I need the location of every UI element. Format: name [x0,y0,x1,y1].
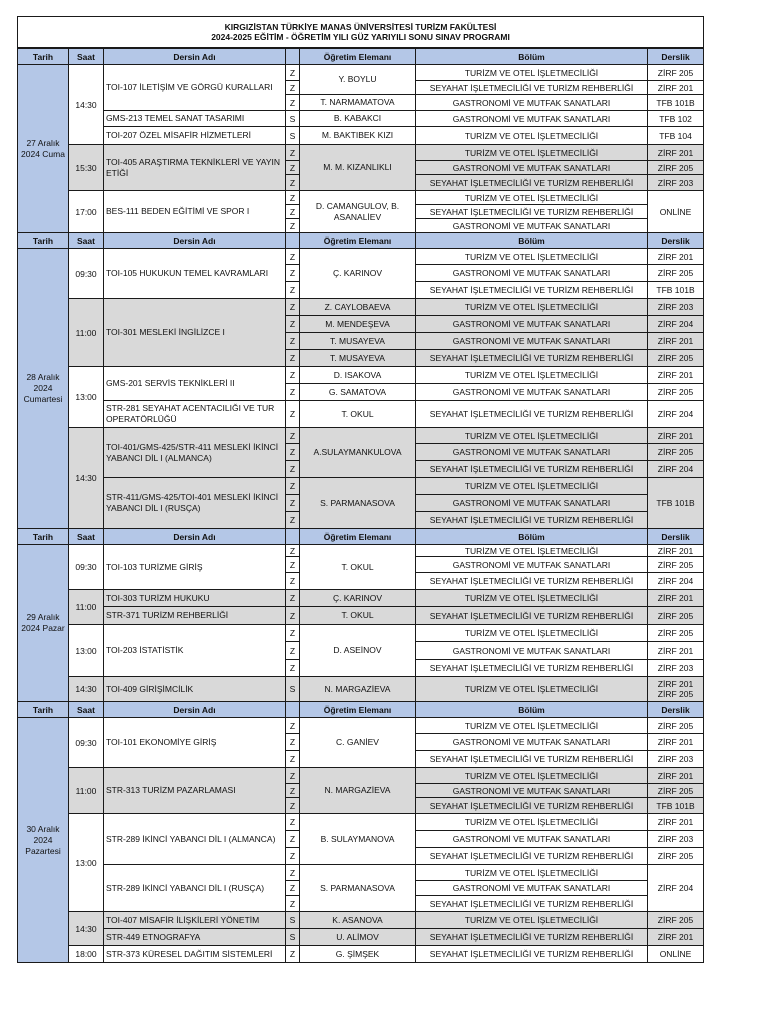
table-row [18,111,704,127]
classroom: TFB 101B [648,282,704,299]
header-ders: Dersin Adı [104,529,286,545]
instructor: T. MUSAYEVA [300,333,416,350]
course-type: Z [286,814,300,831]
column-header-row [18,48,704,65]
header-ogretim: Öğretim Elemanı [300,233,416,249]
title-line-1: KIRGIZİSTAN TÜRKİYE MANAS ÜNİVERSİTESİ TURİZM FAKÜLTESİ [224,22,497,32]
classroom: ZİRF 201 [648,145,704,161]
header-bolum: Bölüm [416,233,648,249]
course-type: Z [286,557,300,573]
classroom: ZİRF 205 [648,384,704,401]
header-ogretim: Öğretim Elemanı [300,48,416,65]
department: GASTRONOMİ VE MUTFAK SANATLARI [416,333,648,350]
department: TURİZM VE OTEL İŞLETMECİLİĞİ [416,249,648,265]
classroom: ZİRF 201 [648,642,704,660]
classroom: ZİRF 203 [648,299,704,316]
table-row [18,249,704,265]
exam-date: 28 Aralık 2024 Cumartesi [18,249,69,529]
course-type: S [286,929,300,946]
course-name: STR-281 SEYAHAT ACENTACILIĞI VE TUR OPERATÖRLÜĞÜ [104,401,286,428]
course-type: S [286,677,300,702]
course-name: STR-411/GMS-425/TOI-401 MESLEKİ İKİNCİ YABANCI DİL I (RUSÇA) [104,478,286,529]
classroom: ZİRF 203 [648,831,704,848]
table-row [18,367,704,384]
header-type [286,48,300,65]
classroom: ZİRF 201 [648,545,704,557]
table-row [18,545,704,557]
department: SEYAHAT İŞLETMECİLİĞİ VE TURİZM REHBERLİĞİ [416,751,648,768]
course-type: Z [286,401,300,428]
department: TURİZM VE OTEL İŞLETMECİLİĞİ [416,428,648,444]
classroom: ZİRF 205 [648,625,704,642]
instructor: T. NARMAMATOVA [300,95,416,111]
page-title [18,17,704,49]
classroom: ZİRF 201 [648,428,704,444]
exam-date: 27 Aralık 2024 Cuma [18,65,69,233]
department: SEYAHAT İŞLETMECİLİĞİ VE TURİZM REHBERLİĞİ [416,81,648,95]
department: GASTRONOMİ VE MUTFAK SANATLARI [416,265,648,282]
course-type: Z [286,734,300,751]
instructor: G. SAMATOVA [300,384,416,401]
header-ders: Dersin Adı [104,702,286,718]
exam-date: 30 Aralık 2024 Pazartesi [18,718,69,963]
header-ogretim: Öğretim Elemanı [300,702,416,718]
column-header-row [18,702,704,718]
column-header-row [18,233,704,249]
department: TURİZM VE OTEL İŞLETMECİLİĞİ [416,814,648,831]
header-saat: Saat [69,529,104,545]
course-name: STR-373 KÜRESEL DAĞITIM SİSTEMLERİ [104,946,286,963]
course-type: Z [286,175,300,191]
exam-time: 13:00 [69,625,104,677]
header-derslik: Derslik [648,702,704,718]
exam-time: 14:30 [69,912,104,946]
course-name: TOI-203 İSTATİSTİK [104,625,286,677]
exam-time: 11:00 [69,590,104,625]
instructor: T. OKUL [300,545,416,590]
department: SEYAHAT İŞLETMECİLİĞİ VE TURİZM REHBERLİĞİ [416,401,648,428]
department: SEYAHAT İŞLETMECİLİĞİ VE TURİZM REHBERLİĞİ [416,175,648,191]
course-type: Z [286,718,300,734]
department: GASTRONOMİ VE MUTFAK SANATLARI [416,881,648,896]
exam-time: 15:30 [69,145,104,191]
instructor: U. ALİMOV [300,929,416,946]
course-type: Z [286,512,300,529]
course-type: Z [286,881,300,896]
course-type: S [286,912,300,929]
course-name: TOI-105 HUKUKUN TEMEL KAVRAMLARI [104,249,286,299]
department: TURİZM VE OTEL İŞLETMECİLİĞİ [416,625,648,642]
exam-time: 14:30 [69,65,104,145]
classroom: ONLİNE [648,191,704,233]
header-bolum: Bölüm [416,702,648,718]
department: SEYAHAT İŞLETMECİLİĞİ VE TURİZM REHBERLİĞİ [416,512,648,529]
course-type: Z [286,316,300,333]
course-type: Z [286,478,300,495]
course-type: Z [286,495,300,512]
department: TURİZM VE OTEL İŞLETMECİLİĞİ [416,478,648,495]
course-type: Z [286,751,300,768]
classroom: ZİRF 201 [648,590,704,607]
course-name: TOI-107 İLETİŞİM VE GÖRGÜ KURALLARI [104,65,286,111]
table-row [18,768,704,784]
course-type: Z [286,219,300,233]
course-type: S [286,111,300,127]
department: SEYAHAT İŞLETMECİLİĞİ VE TURİZM REHBERLİĞİ [416,282,648,299]
department: SEYAHAT İŞLETMECİLİĞİ VE TURİZM REHBERLİĞİ [416,660,648,677]
course-name: GMS-213 TEMEL SANAT TASARIMI [104,111,286,127]
classroom: ZİRF 201 [648,768,704,784]
course-type: Z [286,642,300,660]
classroom: ZİRF 205 [648,444,704,461]
department: SEYAHAT İŞLETMECİLİĞİ VE TURİZM REHBERLİĞİ [416,798,648,814]
department: SEYAHAT İŞLETMECİLİĞİ VE TURİZM REHBERLİĞİ [416,848,648,865]
instructor: B. KABAKCI [300,111,416,127]
column-header-row [18,529,704,545]
classroom: ZİRF 203 [648,751,704,768]
course-type: Z [286,191,300,205]
classroom: ZİRF 201 [648,814,704,831]
course-name: STR-313 TURİZM PAZARLAMASI [104,768,286,814]
table-row [18,428,704,444]
course-type: Z [286,625,300,642]
classroom: ZİRF 204 [648,316,704,333]
header-type [286,233,300,249]
table-row [18,145,704,161]
course-type: Z [286,367,300,384]
exam-time: 13:00 [69,814,104,912]
classroom: ZİRF 204 [648,401,704,428]
table-row [18,718,704,734]
department: SEYAHAT İŞLETMECİLİĞİ VE TURİZM REHBERLİĞİ [416,461,648,478]
course-type: Z [286,798,300,814]
course-name: TOI-405 ARAŞTIRMA TEKNİKLERİ VE YAYIN ETİĞİ [104,145,286,191]
exam-time: 11:00 [69,768,104,814]
classroom: ZİRF 205 [648,557,704,573]
department: TURİZM VE OTEL İŞLETMECİLİĞİ [416,768,648,784]
course-type: Z [286,299,300,316]
department: TURİZM VE OTEL İŞLETMECİLİĞİ [416,191,648,205]
exam-time: 14:30 [69,428,104,529]
exam-time: 09:30 [69,718,104,768]
department: SEYAHAT İŞLETMECİLİĞİ VE TURİZM REHBERLİĞİ [416,946,648,963]
department: GASTRONOMİ VE MUTFAK SANATLARI [416,831,648,848]
instructor: T. MUSAYEVA [300,350,416,367]
header-ogretim: Öğretim Elemanı [300,529,416,545]
instructor: M. MENDEŞEVA [300,316,416,333]
course-type: Z [286,768,300,784]
instructor: N. MARGAZİEVA [300,768,416,814]
instructor: D. CAMANGULOV, B. ASANALİEV [300,191,416,233]
instructor: S. PARMANASOVA [300,478,416,529]
course-type: Z [286,333,300,350]
classroom: ZİRF 203 [648,660,704,677]
header-saat: Saat [69,233,104,249]
header-derslik: Derslik [648,529,704,545]
classroom: ZİRF 201 [648,734,704,751]
instructor: Z. CAYLOBAEVA [300,299,416,316]
table-row [18,127,704,145]
course-name: TOI-401/GMS-425/STR-411 MESLEKİ İKİNCİ YABANCI DİL I (ALMANCA) [104,428,286,478]
course-type: S [286,127,300,145]
instructor: N. MARGAZİEVA [300,677,416,702]
course-type: Z [286,65,300,81]
course-type: Z [286,896,300,912]
course-type: Z [286,607,300,625]
department: GASTRONOMİ VE MUTFAK SANATLARI [416,95,648,111]
classroom: TFB 101B [648,478,704,529]
header-tarih: Tarih [18,702,69,718]
table-row [18,401,704,428]
exam-time: 18:00 [69,946,104,963]
course-type: Z [286,384,300,401]
instructor: G. ŞİMŞEK [300,946,416,963]
instructor: T. OKUL [300,607,416,625]
course-type: Z [286,161,300,175]
classroom: ZİRF 203 [648,175,704,191]
department: GASTRONOMİ VE MUTFAK SANATLARI [416,384,648,401]
classroom: ZİRF 204 [648,865,704,912]
department: TURİZM VE OTEL İŞLETMECİLİĞİ [416,127,648,145]
department: SEYAHAT İŞLETMECİLİĞİ VE TURİZM REHBERLİĞİ [416,205,648,219]
classroom: ZİRF 201 [648,333,704,350]
department: GASTRONOMİ VE MUTFAK SANATLARI [416,316,648,333]
department: SEYAHAT İŞLETMECİLİĞİ VE TURİZM REHBERLİĞİ [416,573,648,590]
department: SEYAHAT İŞLETMECİLİĞİ VE TURİZM REHBERLİĞİ [416,896,648,912]
exam-time: 11:00 [69,299,104,367]
department: TURİZM VE OTEL İŞLETMECİLİĞİ [416,299,648,316]
classroom: ZİRF 205 [648,784,704,798]
course-type: Z [286,946,300,963]
course-name: STR-449 ETNOGRAFYA [104,929,286,946]
exam-time: 09:30 [69,545,104,590]
table-row [18,625,704,642]
course-type: Z [286,81,300,95]
table-row [18,478,704,495]
classroom: ZİRF 205 [648,350,704,367]
instructor: K. ASANOVA [300,912,416,929]
course-name: GMS-201 SERVİS TEKNİKLERİ II [104,367,286,401]
table-row [18,912,704,929]
instructor: M. BAKTIBEK KIZI [300,127,416,145]
title-line-2: 2024-2025 EĞİTİM - ÖĞRETİM YILI GÜZ YARIYILI SONU SINAV PROGRAMI [211,32,510,42]
course-name: TOI-409 GİRİŞİMCİLİK [104,677,286,702]
instructor: A.SULAYMANKULOVA [300,428,416,478]
department: GASTRONOMİ VE MUTFAK SANATLARI [416,219,648,233]
department: GASTRONOMİ VE MUTFAK SANATLARI [416,784,648,798]
course-type: Z [286,784,300,798]
department: SEYAHAT İŞLETMECİLİĞİ VE TURİZM REHBERLİĞİ [416,607,648,625]
header-tarih: Tarih [18,529,69,545]
department: TURİZM VE OTEL İŞLETMECİLİĞİ [416,590,648,607]
table-row [18,590,704,607]
course-type: Z [286,831,300,848]
department: TURİZM VE OTEL İŞLETMECİLİĞİ [416,145,648,161]
course-name: STR-371 TURİZM REHBERLİĞİ [104,607,286,625]
course-type: Z [286,249,300,265]
classroom: ZİRF 204 [648,573,704,590]
instructor: D. ASEİNOV [300,625,416,677]
course-type: Z [286,265,300,282]
instructor: T. OKUL [300,401,416,428]
header-bolum: Bölüm [416,48,648,65]
classroom: ZİRF 201 [648,929,704,946]
department: SEYAHAT İŞLETMECİLİĞİ VE TURİZM REHBERLİĞİ [416,929,648,946]
exam-schedule [17,16,703,963]
course-name: BES-111 BEDEN EĞİTİMİ VE SPOR I [104,191,286,233]
course-type: Z [286,590,300,607]
course-type: Z [286,461,300,478]
table-row [18,946,704,963]
classroom: ZİRF 205 [648,848,704,865]
header-saat: Saat [69,702,104,718]
course-type: Z [286,865,300,881]
department: TURİZM VE OTEL İŞLETMECİLİĞİ [416,545,648,557]
department: TURİZM VE OTEL İŞLETMECİLİĞİ [416,912,648,929]
classroom: ZİRF 205 [648,912,704,929]
table-row [18,929,704,946]
course-type: Z [286,428,300,444]
course-type: Z [286,205,300,219]
schedule-table [17,16,704,963]
course-type: Z [286,848,300,865]
instructor: Y. BOYLU [300,65,416,95]
course-type: Z [286,282,300,299]
department: TURİZM VE OTEL İŞLETMECİLİĞİ [416,65,648,81]
classroom: ZİRF 205 [648,718,704,734]
instructor: B. SULAYMANOVA [300,814,416,865]
classroom: TFB 101B [648,95,704,111]
classroom: ZİRF 201 [648,249,704,265]
exam-time: 09:30 [69,249,104,299]
course-type: Z [286,444,300,461]
course-type: Z [286,545,300,557]
course-type: Z [286,660,300,677]
classroom: ZİRF 205 [648,161,704,175]
department: GASTRONOMİ VE MUTFAK SANATLARI [416,642,648,660]
table-row [18,191,704,205]
course-name: STR-289 İKİNCİ YABANCI DİL I (RUSÇA) [104,865,286,912]
department: SEYAHAT İŞLETMECİLİĞİ VE TURİZM REHBERLİĞİ [416,350,648,367]
header-tarih: Tarih [18,233,69,249]
table-row [18,65,704,81]
classroom: TFB 102 [648,111,704,127]
classroom: ZİRF 205 [648,65,704,81]
header-type [286,702,300,718]
classroom: ZİRF 205 [648,265,704,282]
header-type [286,529,300,545]
instructor: C. GANİEV [300,718,416,768]
classroom: ZİRF 204 [648,461,704,478]
department: GASTRONOMİ VE MUTFAK SANATLARI [416,111,648,127]
table-row [18,814,704,831]
header-derslik: Derslik [648,48,704,65]
instructor: S. PARMANASOVA [300,865,416,912]
course-type: Z [286,95,300,111]
course-name: STR-289 İKİNCİ YABANCI DİL I (ALMANCA) [104,814,286,865]
header-derslik: Derslik [648,233,704,249]
department: GASTRONOMİ VE MUTFAK SANATLARI [416,444,648,461]
header-ders: Dersin Adı [104,233,286,249]
department: TURİZM VE OTEL İŞLETMECİLİĞİ [416,677,648,702]
course-name: TOI-207 ÖZEL MİSAFİR HİZMETLERİ [104,127,286,145]
course-type: Z [286,350,300,367]
department: TURİZM VE OTEL İŞLETMECİLİĞİ [416,865,648,881]
table-row [18,607,704,625]
exam-time: 13:00 [69,367,104,428]
course-type: Z [286,573,300,590]
classroom: TFB 101B [648,798,704,814]
course-name: TOI-407 MİSAFİR İLİŞKİLERİ YÖNETİM [104,912,286,929]
classroom: ZİRF 201 [648,367,704,384]
course-type: Z [286,145,300,161]
course-name: TOI-103 TURİZME GİRİŞ [104,545,286,590]
instructor: Ç. KARINOV [300,590,416,607]
department: GASTRONOMİ VE MUTFAK SANATLARI [416,734,648,751]
instructor: Ç. KARINOV [300,249,416,299]
classroom: ONLİNE [648,946,704,963]
department: GASTRONOMİ VE MUTFAK SANATLARI [416,161,648,175]
department: TURİZM VE OTEL İŞLETMECİLİĞİ [416,367,648,384]
table-row [18,865,704,881]
header-tarih: Tarih [18,48,69,65]
header-ders: Dersin Adı [104,48,286,65]
instructor: D. ISAKOVA [300,367,416,384]
header-bolum: Bölüm [416,529,648,545]
exam-time: 14:30 [69,677,104,702]
classroom: ZİRF 205 [648,607,704,625]
header-saat: Saat [69,48,104,65]
department: GASTRONOMİ VE MUTFAK SANATLARI [416,495,648,512]
classroom: ZİRF 201 [648,81,704,95]
table-row [18,677,704,702]
department: TURİZM VE OTEL İŞLETMECİLİĞİ [416,718,648,734]
course-name: TOI-303 TURİZM HUKUKU [104,590,286,607]
instructor: M. M. KIZANLIKLI [300,145,416,191]
exam-date: 29 Aralık 2024 Pazar [18,545,69,702]
classroom: TFB 104 [648,127,704,145]
classroom: ZİRF 201 ZİRF 205 [648,677,704,702]
exam-time: 17:00 [69,191,104,233]
table-row [18,299,704,316]
course-name: TOI-301 MESLEKİ İNGİLİZCE I [104,299,286,367]
course-name: TOI-101 EKONOMİYE GİRİŞ [104,718,286,768]
department: GASTRONOMİ VE MUTFAK SANATLARI [416,557,648,573]
